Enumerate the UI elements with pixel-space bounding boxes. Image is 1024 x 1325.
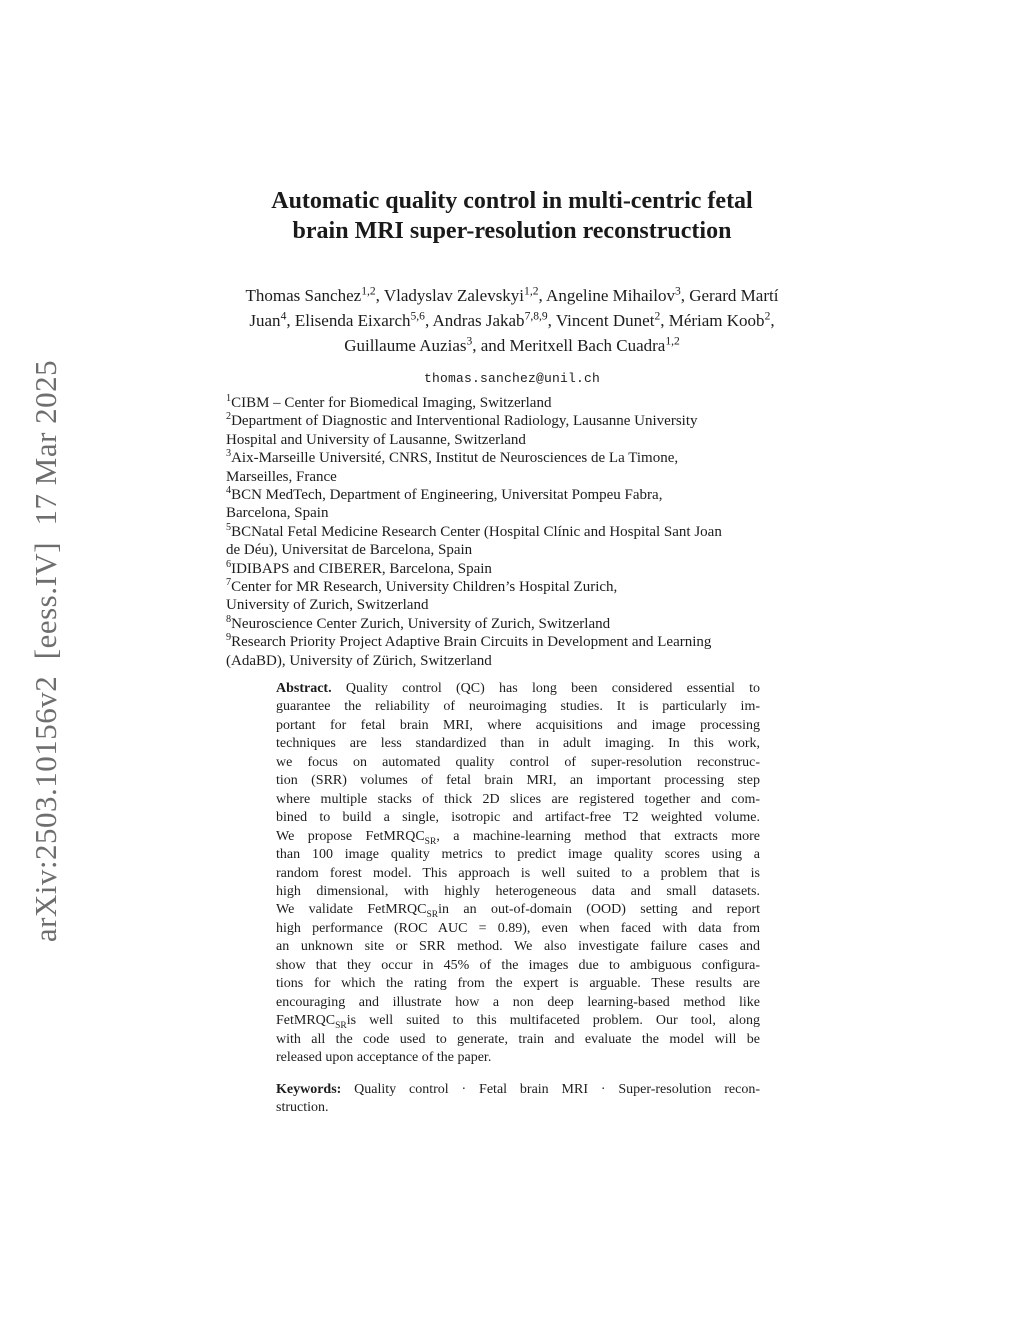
affiliation-list bbox=[226, 394, 826, 670]
abstract-line: random forest model. This approach is well suited to a problem that is bbox=[276, 865, 760, 881]
abstract-line: we focus on automated quality control of super-resolution reconstruc- bbox=[276, 754, 760, 770]
paper-title bbox=[0, 186, 1024, 246]
abstract-line: encouraging and illustrate how a non deep learning-based method like bbox=[276, 994, 760, 1010]
abstract-line: tions for which the rating from the expert is arguable. These results are bbox=[276, 976, 760, 992]
affiliation-item: $^1$CIBM – Center for Biomedical Imaging, Switzerland bbox=[226, 393, 552, 411]
abstract-line: Abstract. Quality control (QC) has long been considered essential to bbox=[276, 681, 760, 696]
affiliation-item: $^6$IDIBAPS and CIBERER, Barcelona, Spain bbox=[226, 558, 492, 577]
keywords-label: Keywords: bbox=[276, 1082, 342, 1097]
keywords-section bbox=[276, 1081, 760, 1118]
keywords-line: Keywords: Quality control · Fetal brain MRI · Super-resolution recon- bbox=[276, 1082, 760, 1097]
affiliation-item: $^3$Aix-Marseille Université, CNRS, Institut de Neurosciences de La Timone, Marseilles, France bbox=[226, 448, 679, 485]
abstract-line: bined to build a single, isotropic and artifact-free T2 weighted volume. bbox=[276, 810, 760, 826]
author-list bbox=[0, 283, 1024, 358]
abstract-line: than 100 image quality metrics to predict image quality scores using a bbox=[276, 847, 760, 863]
affiliation-item: $^2$Department of Diagnostic and Interventional Radiology, Lausanne University Hospital and University of Lausanne, Switzerland bbox=[226, 411, 698, 448]
abstract-line: high dimensional, with highly heterogeneous data and small datasets. bbox=[276, 883, 760, 899]
affiliation-item: $^5$BCNatal Fetal Medicine Research Center (Hospital Clínic and Hospital Sant Joan de Déu), Universitat de Barcelona, Spain bbox=[226, 521, 722, 559]
abstract-line: where multiple stacks of thick 2D slices are registered together and com- bbox=[276, 791, 760, 807]
abstract-line: show that they occur in 45% of the images due to ambiguous configura- bbox=[276, 957, 760, 973]
affiliation-item: $^4$BCN MedTech, Department of Engineering, Universitat Pompeu Fabra, Barcelona, Spain bbox=[226, 485, 663, 522]
arxiv-watermark: arXiv:2503.10156v2 [eess.IV] 17 Mar 2025 bbox=[28, 359, 63, 943]
author-line: Guillaume Auzias$^3$, and Meritxell Bach Cuadra$^{1,2}$ bbox=[344, 334, 680, 355]
title-line: brain MRI super-resolution reconstruction bbox=[292, 218, 732, 244]
abstract-label: Abstract. bbox=[276, 681, 332, 696]
author-line: Thomas Sanchez$^{1,2}$, Vladyslav Zalevskyi$^{1,2}$, Angeline Mihailov$^3$, Gerard Martí bbox=[245, 284, 779, 305]
author-line: Juan$^4$, Elisenda Eixarch$^{5,6}$, Andras Jakab$^{7,8,9}$, Vincent Dunet$^2$, Mériam Koob$^2$, bbox=[249, 309, 775, 330]
abstract-line: with all the code used to generate, train and evaluate the model will be bbox=[276, 1031, 760, 1047]
contact-email: thomas.sanchez@unil.ch bbox=[423, 371, 601, 386]
abstract-line: an unknown site or SRR method. We also investigate failure cases and bbox=[276, 939, 760, 955]
abstract-line: techniques are less standardized than in adult imaging. In this work, bbox=[276, 736, 760, 752]
abstract-line: FetMRQC$_{SR}$is well suited to this multifaceted problem. Our tool, along bbox=[276, 1013, 760, 1031]
abstract-line: We validate FetMRQC$_{SR}$in an out-of-domain (OOD) setting and report bbox=[276, 902, 760, 921]
affiliation-item: $^7$Center for MR Research, University Children’s Hospital Zurich, University of Zurich, Switzerland bbox=[226, 577, 618, 614]
affiliation-item: $^9$Research Priority Project Adaptive Brain Circuits in Development and Learning (AdaBD), University of Zürich, Switzerland bbox=[226, 632, 712, 669]
keywords-line: struction. bbox=[276, 1100, 329, 1116]
abstract-line: portant for fetal brain MRI, where acquisitions and image processing bbox=[276, 717, 760, 733]
abstract-line: guarantee the reliability of neuroimaging studies. It is particularly im- bbox=[276, 699, 760, 715]
abstract-line: We propose FetMRQC$_{SR}$, a machine-learning method that extracts more bbox=[276, 828, 760, 847]
abstract-line: tion (SRR) volumes of fetal brain MRI, an important processing step bbox=[276, 773, 760, 789]
title-line: Automatic quality control in multi-centric fetal bbox=[271, 188, 753, 214]
abstract-section bbox=[276, 680, 760, 1068]
abstract-line: high performance (ROC AUC = 0.89), even when faced with data from bbox=[276, 920, 760, 936]
affiliation-item: $^8$Neuroscience Center Zurich, University of Zurich, Switzerland bbox=[226, 613, 611, 632]
abstract-line: released upon acceptance of the paper. bbox=[276, 1050, 492, 1066]
